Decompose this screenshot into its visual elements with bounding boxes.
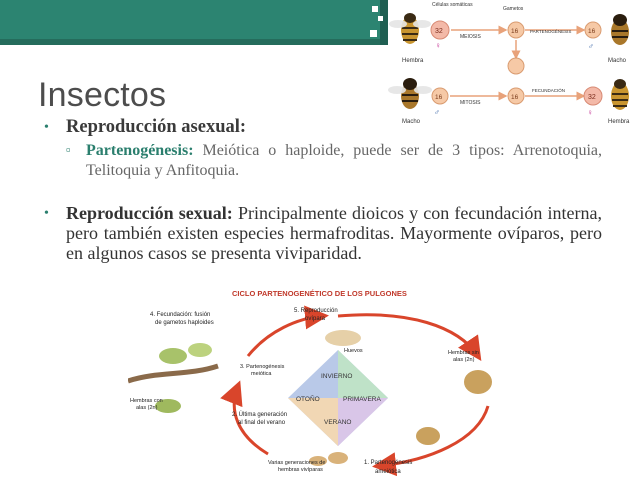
decor-square — [372, 6, 378, 12]
label-gametes: Gametos — [503, 6, 524, 12]
aphid-icon — [328, 452, 348, 464]
bullet-marker: • — [44, 206, 49, 221]
bee-male-icon — [388, 78, 432, 109]
female-symbol: ♀ — [435, 41, 441, 50]
hembras-sin-alas: Hembras sin — [448, 350, 479, 356]
step4-label: 4. Fecundación: fusión — [150, 312, 211, 318]
step5-label-2: ovípara — [305, 316, 326, 322]
bee-female-icon — [611, 79, 629, 110]
aphid-icon — [159, 348, 187, 364]
bee-male-icon — [611, 14, 629, 45]
label-cells: Células somáticas — [432, 2, 473, 8]
label-fecundacion: FECUNDACIÓN — [532, 88, 566, 93]
step3-label: 3. Partenogénesis — [240, 364, 285, 370]
count-32-b: 32 — [588, 94, 596, 101]
bee-reproduction-figure — [388, 0, 638, 128]
step1-label-2: ameiótica — [375, 469, 401, 475]
aphid-cycle-figure — [128, 286, 608, 479]
step2-label: 2. Última generación — [232, 412, 288, 418]
sexual-heading: Reproducción sexual: — [66, 203, 233, 223]
season-verano: VERANO — [324, 419, 352, 426]
label-mitosis: MITOSIS — [460, 100, 481, 106]
hembras-con-alas: Hembras con — [130, 398, 163, 404]
label-meiosis: MEIOSIS — [460, 34, 481, 40]
count-16-b: 16 — [588, 28, 596, 35]
sub-bullet-marker: ▫ — [66, 142, 71, 157]
sexual-paragraph — [66, 203, 602, 263]
decor-square — [370, 30, 377, 37]
season-invierno: INVIERNO — [321, 373, 353, 380]
label-macho-bottom: Macho — [402, 119, 421, 125]
sexual-body: Principalmente dioicos y con fecundación interna, pero también existen especies hermafroditas. Mayormente ovíparos, pero en algunos casos se presenta viviparidad. — [66, 203, 602, 263]
aphid-icon — [188, 343, 212, 357]
label-hembra-bottom: Hembra — [608, 119, 630, 125]
label-hembra: Hembra — [402, 58, 424, 64]
step3-label-2: meiótica — [251, 371, 272, 377]
count-16-c: 16 — [435, 94, 443, 101]
page-title: Insectos — [38, 76, 167, 114]
season-primavera: PRIMAVERA — [343, 396, 381, 403]
female-symbol: ♀ — [587, 108, 593, 117]
aphid-icon — [464, 370, 492, 394]
count-32-a: 32 — [435, 28, 443, 35]
step5-label: 5. Reproducción — [294, 308, 338, 314]
header-accent — [380, 0, 388, 45]
count-16-d: 16 — [511, 94, 519, 101]
huevos-label: Huevos — [344, 348, 363, 354]
label-partenogenesis: PARTENOGÉNESIS — [530, 29, 572, 34]
decor-square — [378, 16, 383, 21]
bullet-marker: • — [44, 120, 49, 135]
hembras-sin-alas-2: alas (2n) — [453, 357, 475, 363]
season-otono: OTOÑO — [296, 396, 320, 403]
count-16-a: 16 — [511, 28, 519, 35]
male-symbol: ♂ — [434, 108, 440, 117]
aphid-icon — [325, 330, 361, 346]
varias-generaciones-2: hembras vivíparas — [278, 467, 323, 473]
partenogenesis-term: Partenogénesis: — [86, 142, 194, 159]
male-symbol: ♂ — [588, 42, 594, 51]
step1-label: 1. Partenogénesis — [364, 460, 413, 466]
partenogenesis-body: Meiótica o haploide, puede ser de 3 tipos: Arrenotoquia, Telitoquia y Anfitoquia. — [86, 142, 602, 179]
cycle-title: CICLO PARTENOGENÉTICO DE LOS PULGONES — [232, 289, 407, 298]
branch — [128, 366, 218, 381]
step2-label-2: al final del verano — [238, 420, 286, 426]
bee-female-icon — [389, 13, 431, 44]
partenogenesis-text — [86, 141, 602, 181]
varias-generaciones: Varias generaciones de — [268, 460, 326, 466]
aphid-icon — [416, 427, 440, 445]
header-bar — [0, 0, 388, 45]
step4-label-2: de gametos haploides — [155, 320, 214, 326]
asexual-heading: Reproducción asexual: — [66, 117, 247, 137]
hembras-con-alas-2: alas (2n) — [136, 405, 158, 411]
label-macho-top: Macho — [608, 58, 627, 64]
